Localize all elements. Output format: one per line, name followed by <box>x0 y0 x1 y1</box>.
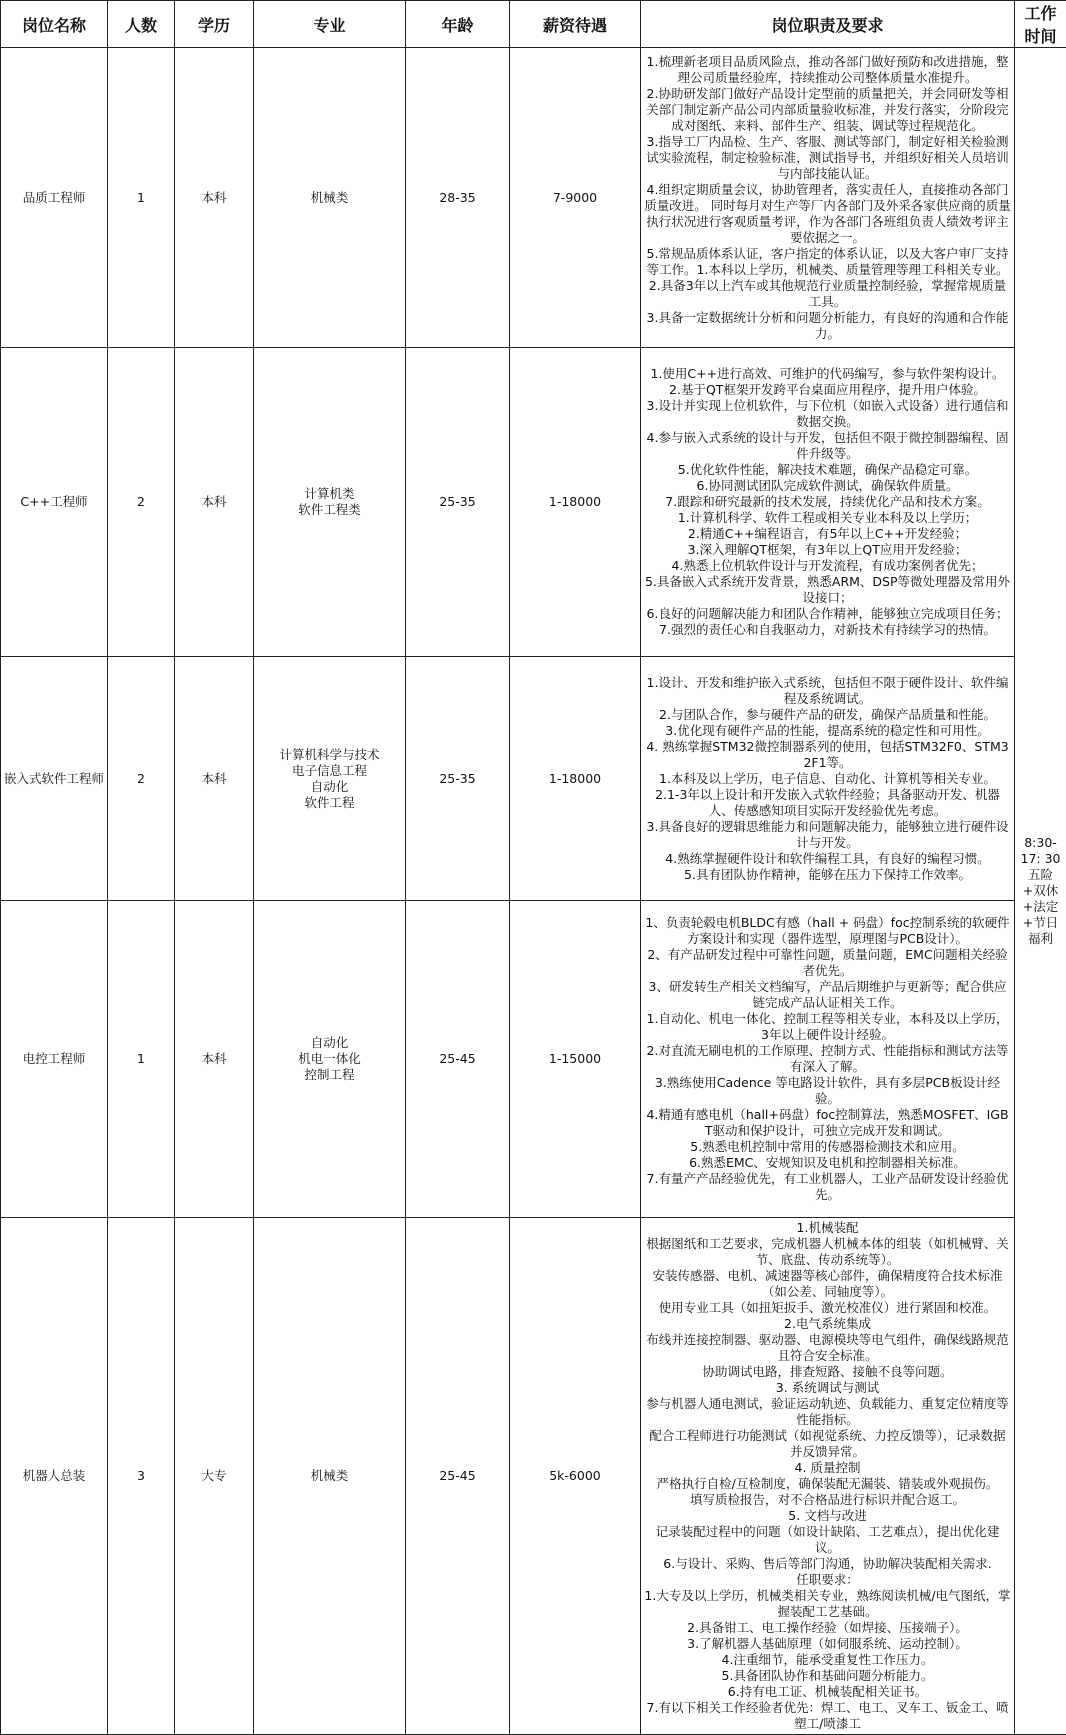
count-cell: 3 <box>108 1218 175 1735</box>
education-cell: 本科 <box>175 348 254 657</box>
major-cell: 计算机科学与技术 电子信息工程 自动化 软件工程 <box>254 657 406 901</box>
duties-cell: 1.梳理新老项目品质风险点，推动各部门做好预防和改进措施，整理公司质量经验库，持续推动公司整体质量水准提升。 2.协助研发部门做好产品设计定型前的质量把关，并会同研发等相关部门制定新产品公司内部质量验收标准，并发行落实，分阶段完成对图纸、来料、部件生产、组装、调试等过程规范化。 3.指导工厂内品检、生产、客服、测试等部门，制定好相关检验测试实验流程，制定检验标准，测试指导书，并组织好相关人员培训与内部技能认证。 4.组织定期质量会议，协助管理者，落实责任人，直接推动各部门质量改进。 同时每月对生产等厂内各部门及外采各家供应商的质量执行状况进行客观质量考评，作为各部门各班组负责人绩效考评主要依据之一。 5.常规品质体系认证，客户指定的体系认证，以及大客户审厂支持等工作。1.本科以上学历，机械类、质量管理等理工科相关专业。2.具备3年以上汽车或其他规范行业质量控制经验，掌握常规质量工具。 3.具备一定数据统计分析和问题分析能力，有良好的沟通和合作能力。 <box>641 48 1015 348</box>
position-cell: 机器人总装 <box>1 1218 108 1735</box>
education-cell: 本科 <box>175 657 254 901</box>
header-worktime: 工作时间 <box>1015 1 1066 48</box>
count-cell: 1 <box>108 48 175 348</box>
table-row <box>1 1218 1066 1735</box>
table-row <box>1 48 1066 348</box>
position-cell: 电控工程师 <box>1 901 108 1218</box>
duties-cell: 1、负责轮毂电机BLDC有感（hall + 码盘）foc控制系统的软硬件方案设计和实现（器件选型，原理图与PCB设计）。 2、有产品研发过程中可靠性问题，质量问题，EMC问题相关经验者优先。 3、研发转生产相关文档编写，产品后期维护与更新等；配合供应链完成产品认证相关工作。 1.自动化、机电一体化、控制工程等相关专业，本科及以上学历，3年以上硬件设计经验。 2.对直流无刷电机的工作原理、控制方式、性能指标和测试方法等有深入了解。 3.熟练使用Cadence 等电路设计软件，具有多层PCB板设计经验。 4.精通有感电机（hall+码盘）foc控制算法，熟悉MOSFET、IGBT驱动和保护设计，可独立完成开发和调试。 5.熟悉电机控制中常用的传感器检测技术和应用。 6.熟悉EMC、安规知识及电机和控制器相关标准。 7.有量产产品经验优先，有工业机器人，工业产品研发设计经验优先。 <box>641 901 1015 1218</box>
duties-cell: 1.设计、开发和维护嵌入式系统，包括但不限于硬件设计、软件编程及系统调试。 2.与团队合作，参与硬件产品的研发，确保产品质量和性能。 3.优化现有硬件产品的性能，提高系统的稳定性和可用性。 4. 熟练掌握STM32微控制器系列的使用，包括STM32F0、STM32F1等。 1.本科及以上学历，电子信息、自动化、计算机等相关专业。 2.1-3年以上设计和开发嵌入式软件经验；具备驱动开发、机器人、传感感知项目实际开发经验优先考虑。 3.具备良好的逻辑思维能力和问题解决能力，能够独立进行硬件设计与开发。 4.熟练掌握硬件设计和软件编程工具，有良好的编程习惯。 5.具有团队协作精神，能够在压力下保持工作效率。 <box>641 657 1015 901</box>
major-cell: 自动化 机电一体化 控制工程 <box>254 901 406 1218</box>
table-row <box>1 901 1066 1218</box>
major-cell: 机械类 <box>254 48 406 348</box>
salary-cell: 1-18000 <box>510 348 641 657</box>
header-position: 岗位名称 <box>1 1 108 48</box>
major-cell: 计算机类 软件工程类 <box>254 348 406 657</box>
major-cell: 机械类 <box>254 1218 406 1735</box>
age-cell: 28-35 <box>406 48 510 348</box>
education-cell: 本科 <box>175 901 254 1218</box>
age-cell: 25-35 <box>406 657 510 901</box>
header-duties: 岗位职责及要求 <box>641 1 1015 48</box>
age-cell: 25-35 <box>406 348 510 657</box>
header-major: 专业 <box>254 1 406 48</box>
table-row <box>1 657 1066 901</box>
education-cell: 本科 <box>175 48 254 348</box>
header-age: 年龄 <box>406 1 510 48</box>
age-cell: 25-45 <box>406 901 510 1218</box>
count-cell: 2 <box>108 348 175 657</box>
worktime-cell: 8:30-17: 30 五险+双休+法定+节日福利 <box>1015 48 1066 1735</box>
header-row <box>1 1 1066 48</box>
duties-cell: 1.机械装配 根据图纸和工艺要求，完成机器人机械本体的组装（如机械臂、关节、底盘、传动系统等）。 安装传感器、电机、减速器等核心部件，确保精度符合技术标准（如公差、同轴度等）。 使用专业工具（如扭矩扳手、激光校准仪）进行紧固和校准。 2.电气系统集成 布线并连接控制器、驱动器、电源模块等电气组件，确保线路规范且符合安全标准。 协助调试电路，排查短路、接触不良等问题。 3. 系统调试与测试 参与机器人通电测试，验证运动轨迹、负载能力、重复定位精度等性能指标。 配合工程师进行功能测试（如视觉系统、力控反馈等），记录数据并反馈异常。 4. 质量控制 严格执行自检/互检制度，确保装配无漏装、错装或外观损伤。 填写质检报告，对不合格品进行标识并配合返工。 5. 文档与改进 记录装配过程中的问题（如设计缺陷、工艺难点），提出优化建议。 6.与设计、采购、售后等部门沟通，协助解决装配相关需求. 任职要求： 1.大专及以上学历，机械类相关专业，熟练阅读机械/电气图纸，掌握装配工艺基础。 2.具备钳工、电工操作经验（如焊接、压接端子）。 3.了解机器人基础原理（如伺服系统、运动控制）。 4.注重细节，能承受重复性工作压力。 5.具备团队协作和基础问题分析能力。 6.持有电工证、机械装配相关证书。 7.有以下相关工作经验者优先：焊工、电工、叉车工、钣金工、喷塑工/喷漆工 <box>641 1218 1015 1735</box>
duties-cell: 1.使用C++进行高效、可维护的代码编写，参与软件架构设计。 2.基于QT框架开发跨平台桌面应用程序，提升用户体验。 3.设计并实现上位机软件，与下位机（如嵌入式设备）进行通信和数据交换。 4.参与嵌入式系统的设计与开发，包括但不限于微控制器编程、固件升级等。 5.优化软件性能，解决技术难题，确保产品稳定可靠。 6.协同测试团队完成软件测试，确保软件质量。 7.跟踪和研究最新的技术发展，持续优化产品和技术方案。 1.计算机科学、软件工程或相关专业本科及以上学历； 2.精通C++编程语言，有5年以上C++开发经验； 3.深入理解QT框架，有3年以上QT应用开发经验； 4.熟悉上位机软件设计与开发流程，有成功案例者优先； 5.具备嵌入式系统开发背景，熟悉ARM、DSP等微处理器及常用外设接口； 6.良好的问题解决能力和团队合作精神，能够独立完成项目任务； 7.强烈的责任心和自我驱动力，对新技术有持续学习的热情。 <box>641 348 1015 657</box>
education-cell: 大专 <box>175 1218 254 1735</box>
count-cell: 2 <box>108 657 175 901</box>
table-row <box>1 348 1066 657</box>
salary-cell: 1-15000 <box>510 901 641 1218</box>
age-cell: 25-45 <box>406 1218 510 1735</box>
salary-cell: 7-9000 <box>510 48 641 348</box>
header-salary: 薪资待遇 <box>510 1 641 48</box>
header-count: 人数 <box>108 1 175 48</box>
salary-cell: 1-18000 <box>510 657 641 901</box>
position-cell: C++工程师 <box>1 348 108 657</box>
position-cell: 品质工程师 <box>1 48 108 348</box>
header-education: 学历 <box>175 1 254 48</box>
count-cell: 1 <box>108 901 175 1218</box>
salary-cell: 5k-6000 <box>510 1218 641 1735</box>
position-cell: 嵌入式软件工程师 <box>1 657 108 901</box>
